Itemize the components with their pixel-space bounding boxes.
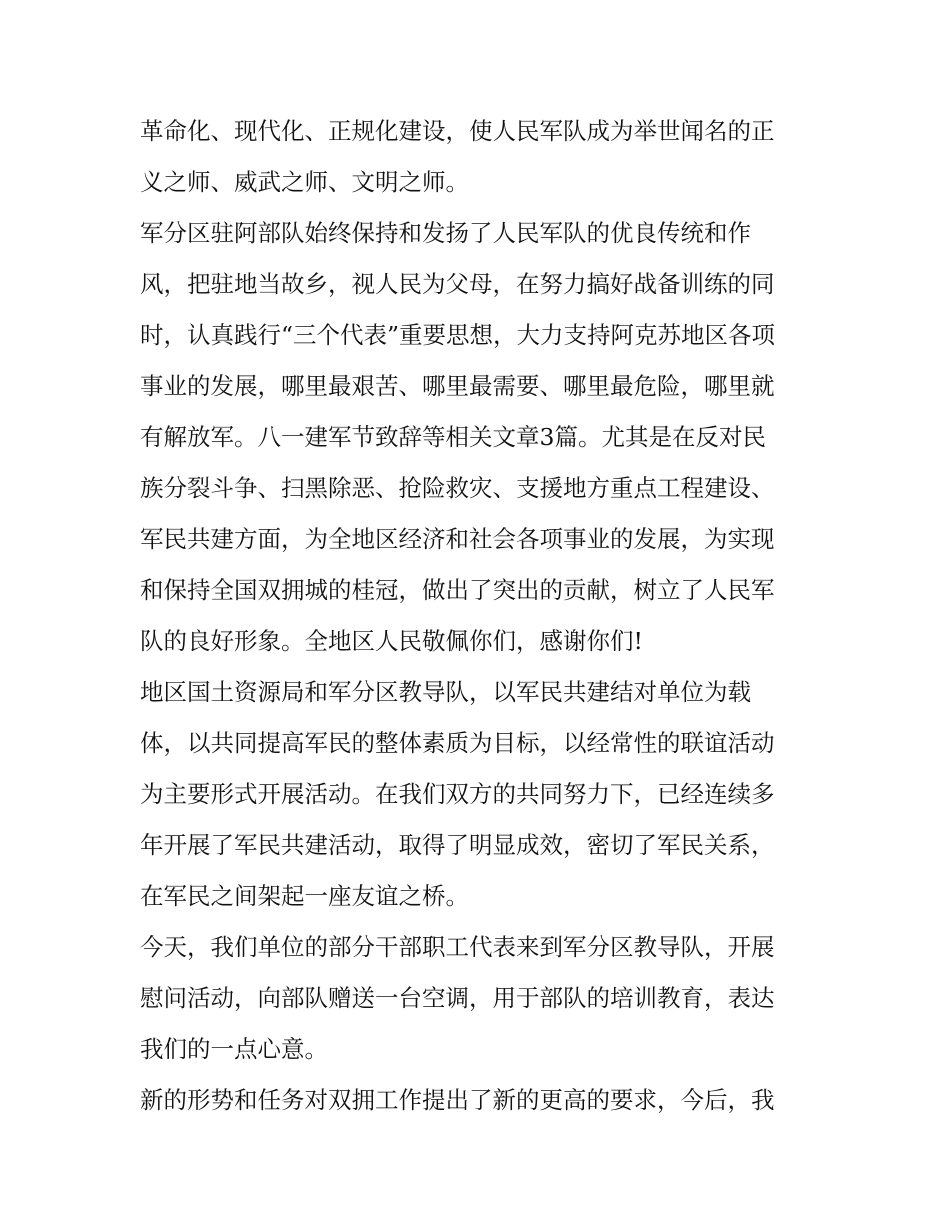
text-line: 族分裂斗争、扫黑除恶、抢险救灾、支援地方重点工程建设、 [140,474,775,502]
text-line: 在军民之间架起一座友谊之桥。 [140,882,469,910]
text-line: 为主要形式开展活动。在我们双方的共同努力下，已经连续多 [140,780,775,808]
text-line: 风，把驻地当故乡，视人民为父母，在努力搞好战备训练的同 [140,270,775,298]
text-line: 革命化、现代化、正规化建设，使人民军队成为举世闻名的正 [140,117,775,145]
text-line: 和保持全国双拥城的桂冠，做出了突出的贡献，树立了人民军 [140,576,775,604]
document-body [140,106,820,1126]
text-line: 年开展了军民共建活动，取得了明显成效，密切了军民关系， [140,831,775,859]
text-line: 体，以共同提高军民的整体素质为目标，以经常性的联谊活动 [140,729,775,757]
text-line: 军民共建方面，为全地区经济和社会各项事业的发展，为实现 [140,525,775,553]
text-line: 我们的一点心意。 [140,1035,328,1063]
text-line: 军分区驻阿部队始终保持和发扬了人民军队的优良传统和作 [140,219,751,247]
text-line: 今天，我们单位的部分干部职工代表来到军分区教导队，开展 [140,933,775,961]
text-line: 义之师、威武之师、文明之师。 [140,168,469,196]
text-line: 地区国土资源局和军分区教导队，以军民共建结对单位为载 [140,678,751,706]
text-line: 队的良好形象。全地区人民敬佩你们，感谢你们! [140,627,643,655]
text-line: 有解放军。八一建军节致辞等相关文章3篇。尤其是在反对民 [140,423,766,451]
text-line: 慰问活动，向部队赠送一台空调，用于部队的培训教育，表达 [140,984,775,1012]
text-line: 时，认真践行“三个代表”重要思想，大力支持阿克苏地区各项 [140,321,776,349]
text-line: 新的形势和任务对双拥工作提出了新的更高的要求，今后，我 [140,1086,775,1114]
text-line: 事业的发展，哪里最艰苦、哪里最需要、哪里最危险，哪里就 [140,372,775,400]
